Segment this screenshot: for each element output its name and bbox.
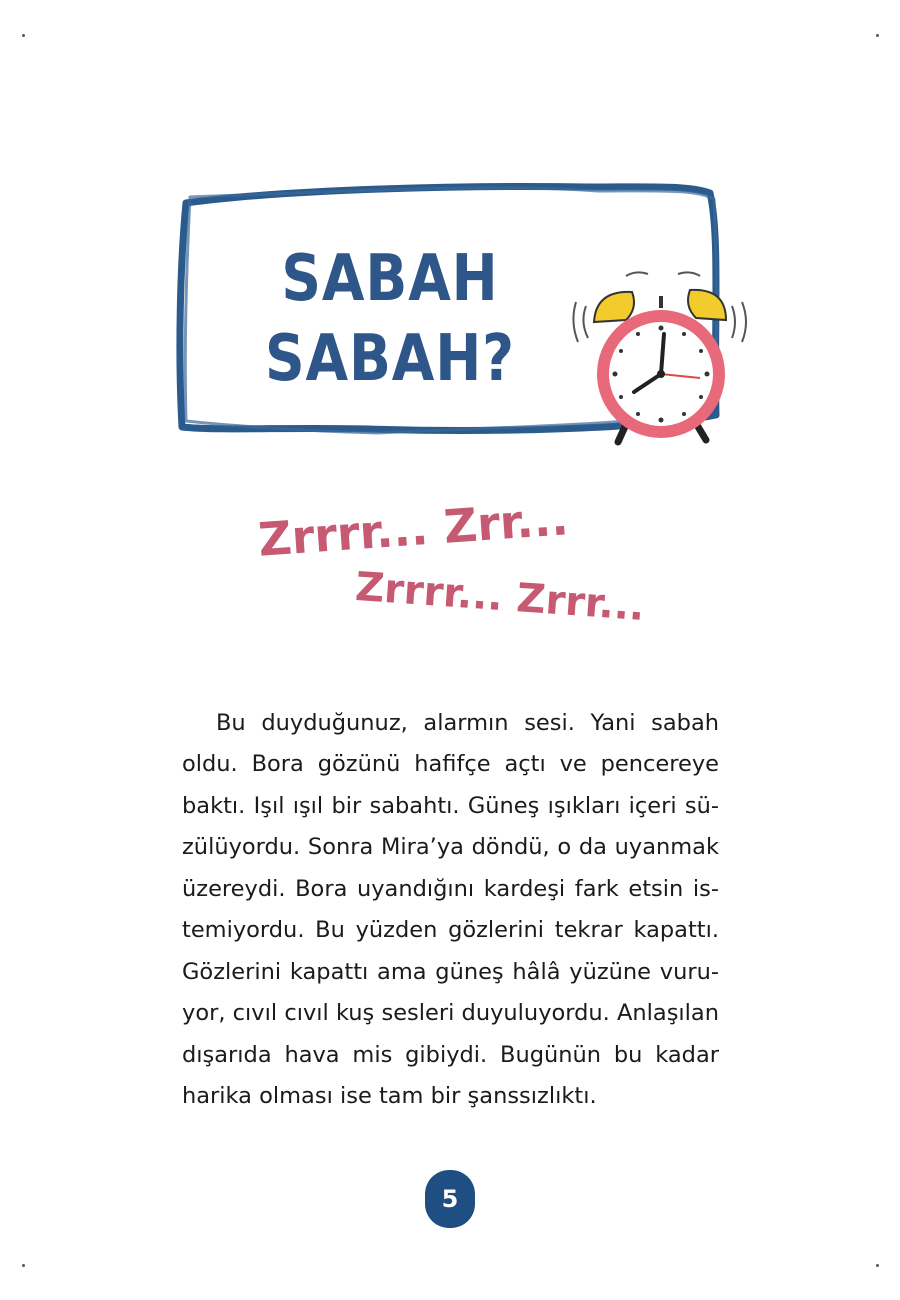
page-number-badge: 5 [425,1170,475,1228]
page-title-line-1: SABAH [281,242,499,316]
alarm-sound-text-2: Zrrrr... Zrrr... [353,563,647,631]
crop-mark [22,34,25,37]
crop-mark [876,1264,879,1267]
crop-mark [876,34,879,37]
alarm-clock-icon [566,262,756,452]
alarm-sound-text-1: Zrrrr... Zrr... [256,491,571,567]
page-title-line-2: SABAH? [265,322,515,396]
story-paragraph: Bu duyduğunuz, alarmın sesi. Yani sabah oldu. Bora gözünü hafifçe açtı ve pencereye baktı. Işıl ışıl bir sabahtı. Güneş ışıkları içeri süzülüyordu. Sonra Mira’ya döndü, o da uyanmak üzereydi. Bora uyandığını kardeşi fark etsin istemiyordu. Bu yüzden gözlerini tekrar kapattı. Gözlerini kapattı ama güneş hâlâ yüzüne vuruyor, cıvıl cıvıl kuş sesleri duyuluyordu. Anlaşılan dışarıda hava mis gibiydi. Bugünün bu kadar harika olması ise tam bir şanssızlıktı. [182,709,719,1109]
crop-mark [22,1264,25,1267]
